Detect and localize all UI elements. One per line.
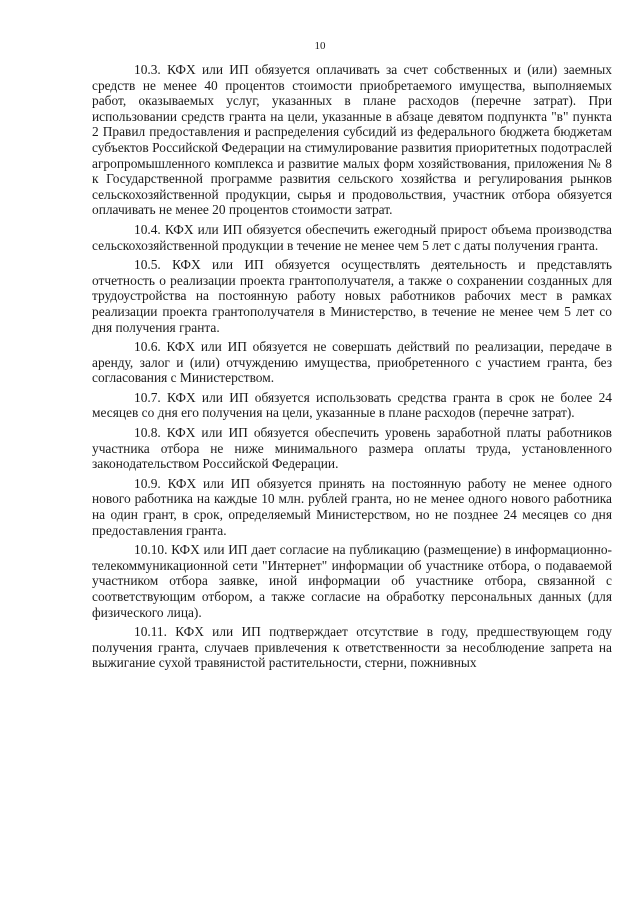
paragraph-10-9: 10.9. КФХ или ИП обязуется принять на постоянную работу не менее одного нового работника на каждые 10 млн. рублей гранта, но не менее одного нового работника на один грант, в срок, определяемый Министерством, но не позднее 24 месяцев со дня предоставления гранта. bbox=[92, 475, 612, 538]
paragraph-10-7: 10.7. КФХ или ИП обязуется использовать средства гранта в срок не более 24 месяцев со дня его получения на цели, указанные в плане расходов (перечне затрат). bbox=[92, 389, 612, 421]
paragraph-10-3: 10.3. КФХ или ИП обязуется оплачивать за счет собственных и (или) заемных средств не менее 40 процентов стоимости приобретаемого имущества, выполняемых работ, оказываемых услуг, указанных в плане расходов (перечне затрат). При использовании средств гранта на цели, указанные в абзаце девятом подпункта "в" пункта 2 Правил предоставления и распределения субсидий из федерального бюджета бюджетам субъектов Российской Федерации на стимулирование развития приоритетных подотраслей агропромышленного комплекса и развитие малых форм хозяйствования, приложения № 8 к Государственной программе развития сельского хозяйства и регулирования рынков сельскохозяйственной продукции, сырья и продовольствия, участник отбора обязуется оплачивать не менее 20 процентов стоимости затрат. bbox=[92, 62, 612, 218]
paragraph-10-4: 10.4. КФХ или ИП обязуется обеспечить ежегодный прирост объема производства сельскохозяйственной продукции в течение не менее чем 5 лет с даты получения гранта. bbox=[92, 221, 612, 253]
document-body bbox=[92, 62, 612, 675]
paragraph-10-6: 10.6. КФХ или ИП обязуется не совершать действий по реализации, передаче в аренду, залог и (или) отчуждению имущества, приобретенного с участием гранта, без согласования с Министерством. bbox=[92, 339, 612, 386]
paragraph-10-10: 10.10. КФХ или ИП дает согласие на публикацию (размещение) в информационно-телекоммуникационной сети "Интернет" информации об участнике отбора, о подаваемой участником отбора заявке, иной информации об участнике отбора, связанной с соответствующим отбором, а также согласие на обработку персональных данных (для физического лица). bbox=[92, 542, 612, 620]
page-number: 10 bbox=[314, 40, 326, 52]
paragraph-10-5: 10.5. КФХ или ИП обязуется осуществлять деятельность и представлять отчетность о реализации проекта грантополучателя, а также о сохранении созданных для трудоустройства на постоянную работу новых работников рабочих мест в рамках реализации проекта грантополучателя в Министерство, в течение не менее чем 5 лет со дня получения гранта. bbox=[92, 257, 612, 335]
paragraph-10-8: 10.8. КФХ или ИП обязуется обеспечить уровень заработной платы работников участника отбора не ниже минимального размера оплаты труда, установленного законодательством Российской Федерации. bbox=[92, 425, 612, 472]
paragraph-10-11: 10.11. КФХ или ИП подтверждает отсутствие в году, предшествующем году получения гранта, случаев привлечения к ответственности за несоблюдение запрета на выжигание сухой травянистой растительности, стерни, пожнивных bbox=[92, 624, 612, 671]
